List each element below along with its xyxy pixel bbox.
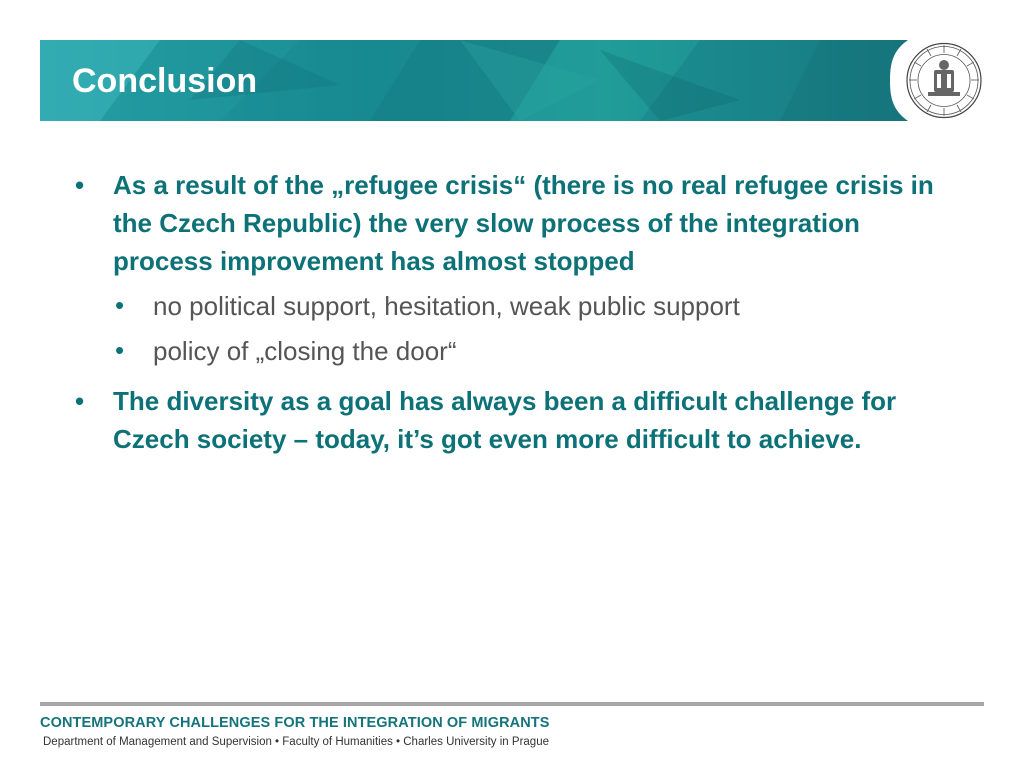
- bullet-marker: •: [115, 335, 125, 365]
- sub-list-item: [72, 284, 952, 329]
- slide-title: Conclusion: [72, 62, 258, 100]
- sub-bullet-list: [72, 284, 952, 374]
- sub-list-item: [72, 329, 952, 374]
- seal-area: [888, 40, 984, 121]
- bullet-marker: •: [75, 386, 85, 416]
- university-seal-icon: [888, 40, 984, 121]
- bullet-marker: •: [115, 290, 125, 320]
- header-banner: [40, 40, 984, 121]
- sub-bullet-text: no political support, hesitation, weak public support: [153, 291, 740, 321]
- footer-subtitle: Department of Management and Supervision • Faculty of Humanities • Charles University in Prague: [43, 736, 549, 748]
- footer-divider: [40, 702, 984, 706]
- bullet-marker: •: [75, 170, 85, 200]
- list-item: [72, 166, 952, 280]
- list-item: [72, 382, 952, 458]
- sub-bullet-text: policy of „closing the door“: [153, 336, 457, 366]
- footer-title: CONTEMPORARY CHALLENGES FOR THE INTEGRATION OF MIGRANTS: [40, 715, 550, 731]
- bullet-text: The diversity as a goal has always been a difficult challenge for Czech society – today, it’s got even more difficult to achieve.: [113, 386, 897, 454]
- bullet-text: As a result of the „refugee crisis“ (there is no real refugee crisis in the Czech Republic) the very slow process of the integration process improvement has almost stopped: [113, 170, 934, 276]
- bullet-list: [72, 166, 952, 458]
